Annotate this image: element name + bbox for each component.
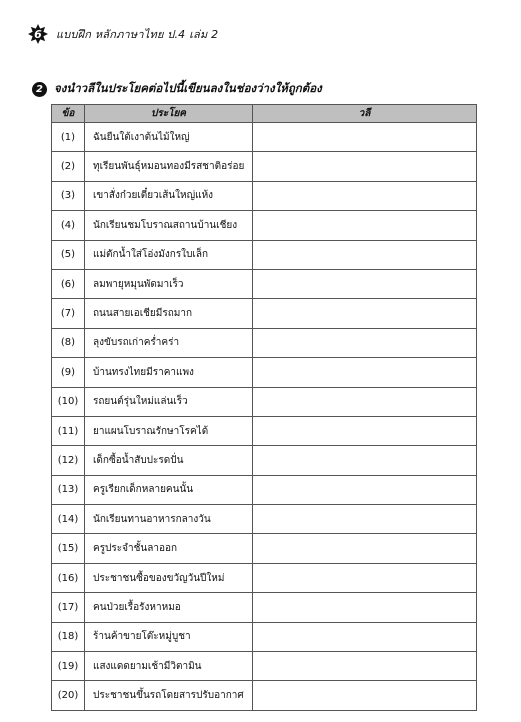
header-phrase: วลี [253, 105, 477, 123]
row-sentence: รถยนต์รุ่นใหม่แล่นเร็ว [85, 387, 253, 416]
row-answer-cell[interactable] [253, 446, 477, 475]
row-answer-cell[interactable] [253, 681, 477, 710]
row-answer-cell[interactable] [253, 152, 477, 181]
row-number: (8) [52, 328, 85, 357]
header-sentence: ประโยค [85, 105, 253, 123]
row-sentence: คนป่วยเรื้อรังหาหมอ [85, 593, 253, 622]
row-answer-cell[interactable] [253, 358, 477, 387]
row-answer-cell[interactable] [253, 328, 477, 357]
row-number: (11) [52, 416, 85, 445]
page-number-badge [28, 24, 48, 44]
table-row [52, 123, 477, 152]
table-row [52, 475, 477, 504]
page-header [28, 24, 218, 44]
table-row [52, 652, 477, 681]
row-number: (19) [52, 652, 85, 681]
row-answer-cell[interactable] [253, 505, 477, 534]
row-sentence: บ้านทรงไทยมีราคาแพง [85, 358, 253, 387]
table-body [52, 123, 477, 711]
exercise-instruction: จงนำวลีในประโยคต่อไปนี้เขียนลงในช่องว่างให้ถูกต้อง [54, 81, 322, 95]
row-number: (1) [52, 123, 85, 152]
row-sentence: ครูเรียกเด็กหลายคนนั้น [85, 475, 253, 504]
row-number: (20) [52, 681, 85, 710]
row-answer-cell[interactable] [253, 211, 477, 240]
table-row [52, 358, 477, 387]
table-row [52, 622, 477, 651]
row-number: (2) [52, 152, 85, 181]
row-number: (3) [52, 181, 85, 210]
row-sentence: เขาสั่งก๋วยเตี๋ยวเส้นใหญ่แห้ง [85, 181, 253, 210]
table-row [52, 416, 477, 445]
row-answer-cell[interactable] [253, 181, 477, 210]
table-row [52, 211, 477, 240]
exercise-table [51, 104, 477, 711]
row-number: (16) [52, 563, 85, 592]
table-row [52, 593, 477, 622]
row-sentence: แสงแดดยามเช้ามีวิตามิน [85, 652, 253, 681]
row-sentence: เด็กซื้อน้ำสับปะรดปั่น [85, 446, 253, 475]
page-number: 6 [34, 27, 42, 41]
row-sentence: ลุงขับรถเก่าคร่ำคร่า [85, 328, 253, 357]
row-sentence: แม่ตักน้ำใส่โอ่งมังกรใบเล็ก [85, 240, 253, 269]
row-number: (15) [52, 534, 85, 563]
row-answer-cell[interactable] [253, 269, 477, 298]
table-row [52, 534, 477, 563]
table-row [52, 240, 477, 269]
header-no: ข้อ [52, 105, 85, 123]
row-answer-cell[interactable] [253, 240, 477, 269]
table-row [52, 269, 477, 298]
table-row [52, 181, 477, 210]
exercise-number: 2 [32, 82, 47, 97]
row-sentence: นักเรียนชมโบราณสถานบ้านเชียง [85, 211, 253, 240]
table-row [52, 505, 477, 534]
row-answer-cell[interactable] [253, 652, 477, 681]
row-number: (12) [52, 446, 85, 475]
row-sentence: ประชาชนขึ้นรถโดยสารปรับอากาศ [85, 681, 253, 710]
row-answer-cell[interactable] [253, 475, 477, 504]
row-answer-cell[interactable] [253, 416, 477, 445]
row-number: (10) [52, 387, 85, 416]
row-sentence: ร้านค้าขายโต๊ะหมู่บูชา [85, 622, 253, 651]
table-row [52, 563, 477, 592]
row-number: (14) [52, 505, 85, 534]
table-row [52, 152, 477, 181]
row-sentence: ประชาชนซื้อของขวัญวันปีใหม่ [85, 563, 253, 592]
row-number: (13) [52, 475, 85, 504]
row-number: (4) [52, 211, 85, 240]
row-answer-cell[interactable] [253, 123, 477, 152]
row-sentence: ทุเรียนพันธุ์หมอนทองมีรสชาติอร่อย [85, 152, 253, 181]
table-row [52, 446, 477, 475]
row-sentence: ฉันยืนใต้เงาต้นไม้ใหญ่ [85, 123, 253, 152]
row-number: (6) [52, 269, 85, 298]
row-sentence: ยาแผนโบราณรักษาโรคได้ [85, 416, 253, 445]
table-row [52, 387, 477, 416]
row-answer-cell[interactable] [253, 534, 477, 563]
table-row [52, 681, 477, 710]
row-answer-cell[interactable] [253, 593, 477, 622]
book-title: แบบฝึก หลักภาษาไทย ป.4 เล่ม 2 [56, 28, 219, 41]
row-number: (7) [52, 299, 85, 328]
row-answer-cell[interactable] [253, 622, 477, 651]
row-number: (18) [52, 622, 85, 651]
row-answer-cell[interactable] [253, 387, 477, 416]
row-answer-cell[interactable] [253, 563, 477, 592]
exercise-heading [32, 80, 322, 98]
row-sentence: ถนนสายเอเชียมีรถมาก [85, 299, 253, 328]
row-answer-cell[interactable] [253, 299, 477, 328]
row-number: (17) [52, 593, 85, 622]
table-row [52, 299, 477, 328]
exercise-table-container [51, 104, 476, 711]
table-row [52, 328, 477, 357]
row-sentence: ลมพายุหมุนพัดมาเร็ว [85, 269, 253, 298]
row-number: (9) [52, 358, 85, 387]
row-sentence: ครูประจำชั้นลาออก [85, 534, 253, 563]
table-header-row [52, 105, 477, 123]
row-number: (5) [52, 240, 85, 269]
row-sentence: นักเรียนทานอาหารกลางวัน [85, 505, 253, 534]
